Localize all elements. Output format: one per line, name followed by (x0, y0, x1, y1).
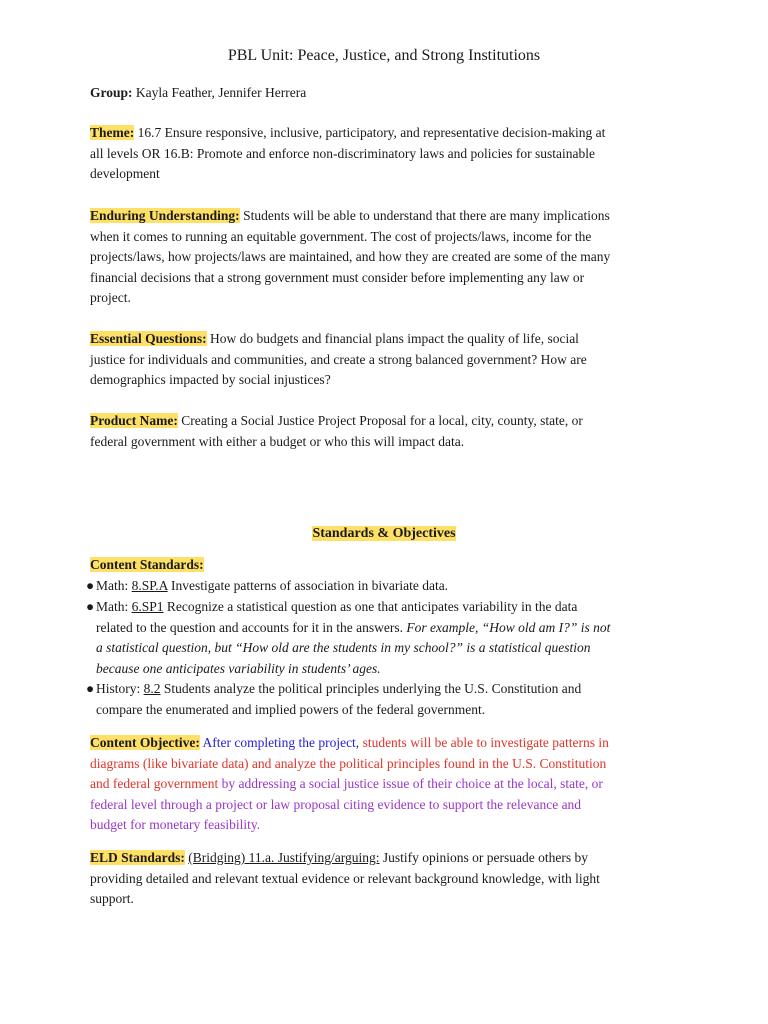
content-standards-label: Content Standards: (90, 557, 204, 572)
essential-text-line-1: How do budgets and financial plans impact the quality of life, social (206, 331, 579, 346)
eld-standards-section: ELD Standards: (Bridging) 11.a. Justifying/arguing: Justify opinions or persuade others by providing detailed and relevant textual evidence or relevant background knowledge, with light support. (90, 850, 600, 907)
theme-text-line-3: development (90, 166, 160, 182)
theme-section (90, 123, 680, 185)
enduring-understanding-label: Enduring Understanding: (90, 208, 240, 223)
group-members: Kayla Feather, Jennifer Herrera (135, 85, 307, 100)
group-section (90, 83, 680, 104)
product-name-label: Product Name: (90, 413, 178, 428)
bullet-icon: ● (86, 578, 95, 593)
standard-code: 6.SP1 (131, 599, 164, 614)
standard-code: 8.2 (143, 681, 161, 696)
enduring-understanding-section (90, 206, 680, 309)
standards-heading: Standards & Objectives (312, 526, 456, 541)
group-label: Group: (90, 85, 133, 100)
content-standards-section (90, 555, 680, 576)
essential-questions-label: Essential Questions: (90, 331, 207, 346)
product-text-line-2: federal government with either a budget or who this will impact data. (90, 433, 465, 449)
enduring-text-line-3: projects/laws, how projects/laws are maintained, and how they are created are some of the many (90, 249, 611, 265)
theme-text-line-2: all levels OR 16.B: Promote and enforce non-discriminatory laws and policies for sustainable (90, 145, 596, 161)
enduring-text-line-5: project. (90, 290, 131, 306)
product-name-section (90, 411, 680, 452)
theme-text-line-1: 16.7 Ensure responsive, inclusive, participatory, and representative decision-making at (134, 125, 606, 140)
enduring-text-line-1: Students will be able to understand that there are many implications (239, 208, 610, 223)
list-item: ● Math: 8.SP.A Investigate patterns of association in bivariate data. (86, 576, 686, 597)
theme-label: Theme: (90, 125, 135, 140)
document-title: PBL Unit: Peace, Justice, and Strong Institutions (227, 47, 541, 64)
essential-text-line-3: demographics impacted by social injustices? (90, 372, 331, 388)
list-item: ● Math: 6.SP1 Recognize a statistical question as one that anticipates variability in the data related to the question and accounts for it in the answers. For example, “How old am I?” is not a statistical question, but “How old are the students in my school?” is a statistical question because one anticipates variability in students’ ages. (86, 599, 611, 676)
product-text-line-1: Creating a Social Justice Project Proposal for a local, city, county, state, or (177, 413, 583, 428)
enduring-text-line-4: financial decisions that a strong government must consider before implementing any law or (90, 269, 585, 285)
essential-text-line-2: justice for individuals and communities, and create a strong balanced government? How are (90, 351, 587, 367)
list-item: ● History: 8.2 Students analyze the political principles underlying the U.S. Constitution and compare the enumerated and implied powers of the federal government. (86, 681, 582, 717)
content-objective-label: Content Objective: (90, 735, 200, 750)
bullet-icon: ● (86, 599, 95, 614)
essential-questions-section (90, 329, 680, 391)
standard-code: 8.SP.A (131, 578, 168, 593)
bullet-icon: ● (86, 681, 95, 696)
content-objective-section: Content Objective: After completing the project, students will be able to investigate patterns in diagrams (like bivariate data) and analyze the political principles found in the U.S. Constitution and federal government by addressing a social justice issue of their choice at the local, state, or federal level through a project or law proposal citing evidence to support the relevance and budget for monetary feasibility. (90, 735, 609, 833)
enduring-text-line-2: when it comes to running an equitable government. The cost of projects/laws, income for the (90, 228, 592, 244)
eld-standards-label: ELD Standards: (90, 850, 185, 865)
